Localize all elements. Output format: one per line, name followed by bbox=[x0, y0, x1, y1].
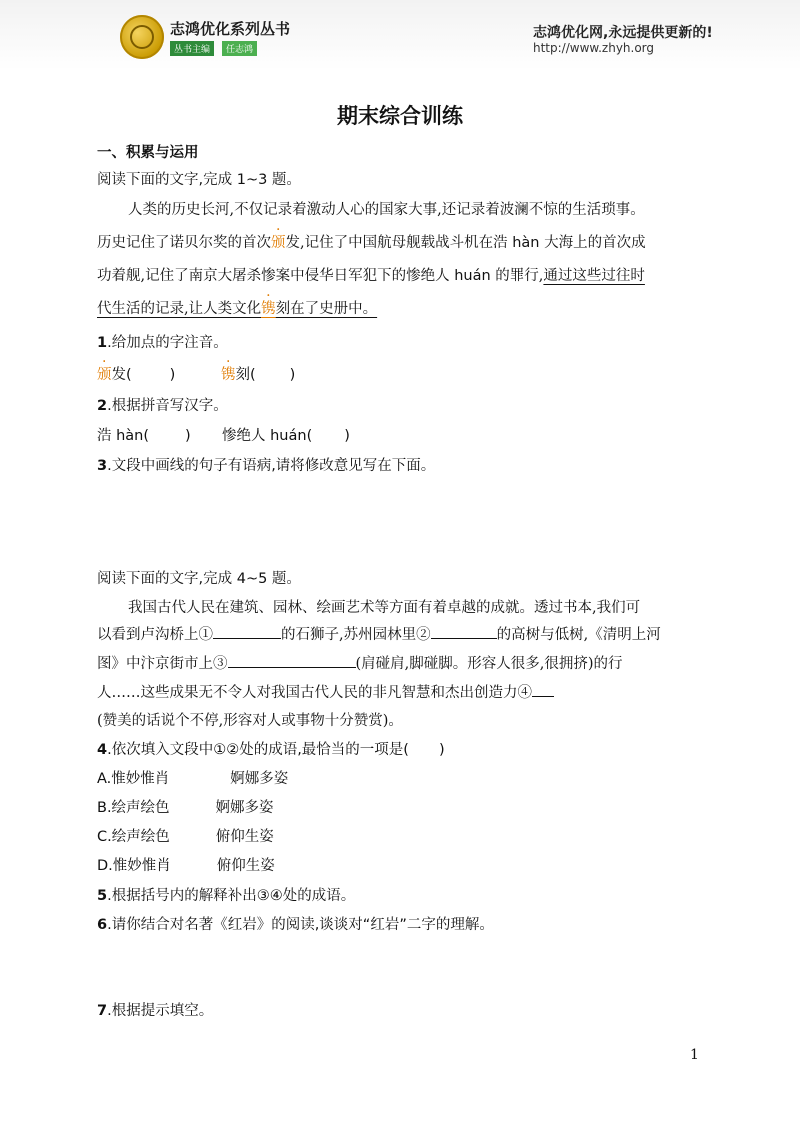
question-7 bbox=[97, 999, 213, 1020]
editor-name: 任志鸿 bbox=[222, 41, 257, 56]
pinyin: huán bbox=[454, 268, 491, 284]
question-number: 1 bbox=[97, 335, 108, 351]
fill-blank-3[interactable] bbox=[228, 655, 356, 668]
pinyin: hàn bbox=[512, 235, 540, 251]
header-slogan: 志鸿优化网,永远提供更新的! bbox=[533, 25, 713, 41]
item-text: ) bbox=[185, 428, 191, 444]
option-c[interactable] bbox=[97, 825, 274, 846]
passage-2-line-5: (赞美的话说个不停,形容对人或事物十分赞赏)。 bbox=[97, 713, 403, 729]
passage-1-line-1: 人类的历史长河,不仅记录着激动人心的国家大事,还记录着波澜不惊的生活琐事。 bbox=[128, 202, 645, 218]
passage-text: 图》中汴京街市上③ bbox=[97, 656, 228, 672]
q1-item-2 bbox=[221, 363, 295, 384]
option-value: 俯仰生姿 bbox=[215, 829, 274, 845]
page-number: 1 bbox=[690, 1047, 699, 1063]
item-text: 发( bbox=[111, 367, 132, 383]
dotted-char: 镌 bbox=[221, 367, 236, 383]
question-5 bbox=[97, 884, 355, 905]
passage-text: 发,记住了中国航母舰载战斗机在浩 bbox=[285, 235, 513, 251]
passage-1-line-3 bbox=[97, 264, 645, 285]
reading-intro-2: 阅读下面的文字,完成 4~5 题。 bbox=[97, 571, 301, 587]
dotted-char: 颁 bbox=[271, 235, 286, 251]
passage-text: 历史记住了诺贝尔奖的首次 bbox=[97, 235, 271, 251]
item-text: ) bbox=[289, 367, 296, 383]
passage-1-line-2 bbox=[97, 231, 646, 252]
question-6 bbox=[97, 913, 494, 934]
passage-text: 大海上的首次成 bbox=[539, 235, 646, 251]
option-label: C.绘声绘色 bbox=[97, 829, 170, 845]
question-number: 3 bbox=[97, 458, 108, 474]
question-text: .根据提示填空。 bbox=[107, 1003, 214, 1019]
question-text: .根据括号内的解释补出③④处的成语。 bbox=[107, 888, 356, 904]
fill-blank-1[interactable] bbox=[213, 626, 281, 639]
dotted-char: 镌 bbox=[261, 301, 276, 317]
section-heading: 一、积累与运用 bbox=[97, 145, 199, 161]
reading-intro-1: 阅读下面的文字,完成 1~3 题。 bbox=[97, 172, 301, 188]
option-d[interactable] bbox=[97, 854, 275, 875]
passage-text: 以看到卢沟桥上① bbox=[97, 627, 213, 643]
option-a[interactable] bbox=[97, 767, 288, 788]
dotted-char: 颁 bbox=[97, 367, 112, 383]
option-label: B.绘声绘色 bbox=[97, 800, 170, 816]
fill-blank-4[interactable] bbox=[532, 684, 554, 697]
underlined-sentence: 通过这些过往时 bbox=[543, 268, 645, 284]
question-number: 5 bbox=[97, 888, 108, 904]
passage-2-line-3 bbox=[97, 652, 623, 673]
question-number: 4 bbox=[97, 742, 108, 758]
q2-item-2 bbox=[222, 424, 350, 445]
item-text: 浩 hàn( bbox=[97, 428, 150, 444]
item-text: 惨绝人 huán( bbox=[222, 428, 313, 444]
passage-1-line-4 bbox=[97, 297, 377, 318]
publisher-logo bbox=[120, 15, 164, 59]
question-number: 7 bbox=[97, 1003, 108, 1019]
option-label: D.惟妙惟肖 bbox=[97, 858, 171, 874]
question-text: .给加点的字注音。 bbox=[107, 335, 228, 351]
question-text: .请你结合对名著《红岩》的阅读,谈谈对“红岩”二字的理解。 bbox=[107, 917, 494, 933]
option-value: 婀娜多姿 bbox=[215, 800, 274, 816]
passage-2-line-1: 我国古代人民在建筑、园林、绘画艺术等方面有着卓越的成就。透过书本,我们可 bbox=[128, 600, 641, 616]
item-text: 刻( bbox=[235, 367, 256, 383]
question-number: 2 bbox=[97, 398, 108, 414]
underlined-sentence: 刻在了史册中。 bbox=[275, 301, 378, 317]
fill-blank-2[interactable] bbox=[431, 626, 497, 639]
question-4 bbox=[97, 738, 445, 759]
item-text: ) bbox=[344, 428, 350, 444]
option-label: A.惟妙惟肖 bbox=[97, 771, 170, 787]
series-title: 志鸿优化系列丛书 bbox=[170, 20, 291, 38]
question-text: .根据拼音写汉字。 bbox=[107, 398, 228, 414]
question-text: ) bbox=[438, 742, 445, 758]
question-1 bbox=[97, 331, 228, 352]
question-number: 6 bbox=[97, 917, 108, 933]
passage-text: 的石狮子,苏州园林里② bbox=[281, 627, 431, 643]
q1-item-1 bbox=[97, 363, 175, 384]
question-text: .文段中画线的句子有语病,请将修改意见写在下面。 bbox=[107, 458, 436, 474]
editor-label: 丛书主编 bbox=[170, 41, 214, 56]
passage-text: 功着舰,记住了南京大屠杀惨案中侵华日军犯下的惨绝人 bbox=[97, 268, 455, 284]
question-text: .依次填入文段中①②处的成语,最恰当的一项是( bbox=[107, 742, 409, 758]
page-title: 期末综合训练 bbox=[337, 104, 463, 128]
underlined-sentence: 代生活的记录,让人类文化 bbox=[97, 301, 262, 317]
passage-text: 的高树与低树,《清明上河 bbox=[496, 627, 661, 643]
question-3 bbox=[97, 454, 435, 475]
passage-2-line-4 bbox=[97, 681, 554, 702]
passage-text: 人……这些成果无不令人对我国古代人民的非凡智慧和杰出创造力④ bbox=[97, 685, 532, 701]
passage-2-line-2 bbox=[97, 623, 661, 644]
header-url[interactable]: http://www.zhyh.org bbox=[533, 41, 655, 55]
option-b[interactable] bbox=[97, 796, 274, 817]
item-text: ) bbox=[169, 367, 176, 383]
q2-item-1 bbox=[97, 424, 191, 445]
passage-text: (肩碰肩,脚碰脚。形容人很多,很拥挤)的行 bbox=[355, 656, 623, 672]
option-value: 俯仰生姿 bbox=[216, 858, 275, 874]
option-value: 婀娜多姿 bbox=[230, 771, 289, 787]
passage-text: 的罪行, bbox=[490, 268, 544, 284]
question-2 bbox=[97, 394, 228, 415]
